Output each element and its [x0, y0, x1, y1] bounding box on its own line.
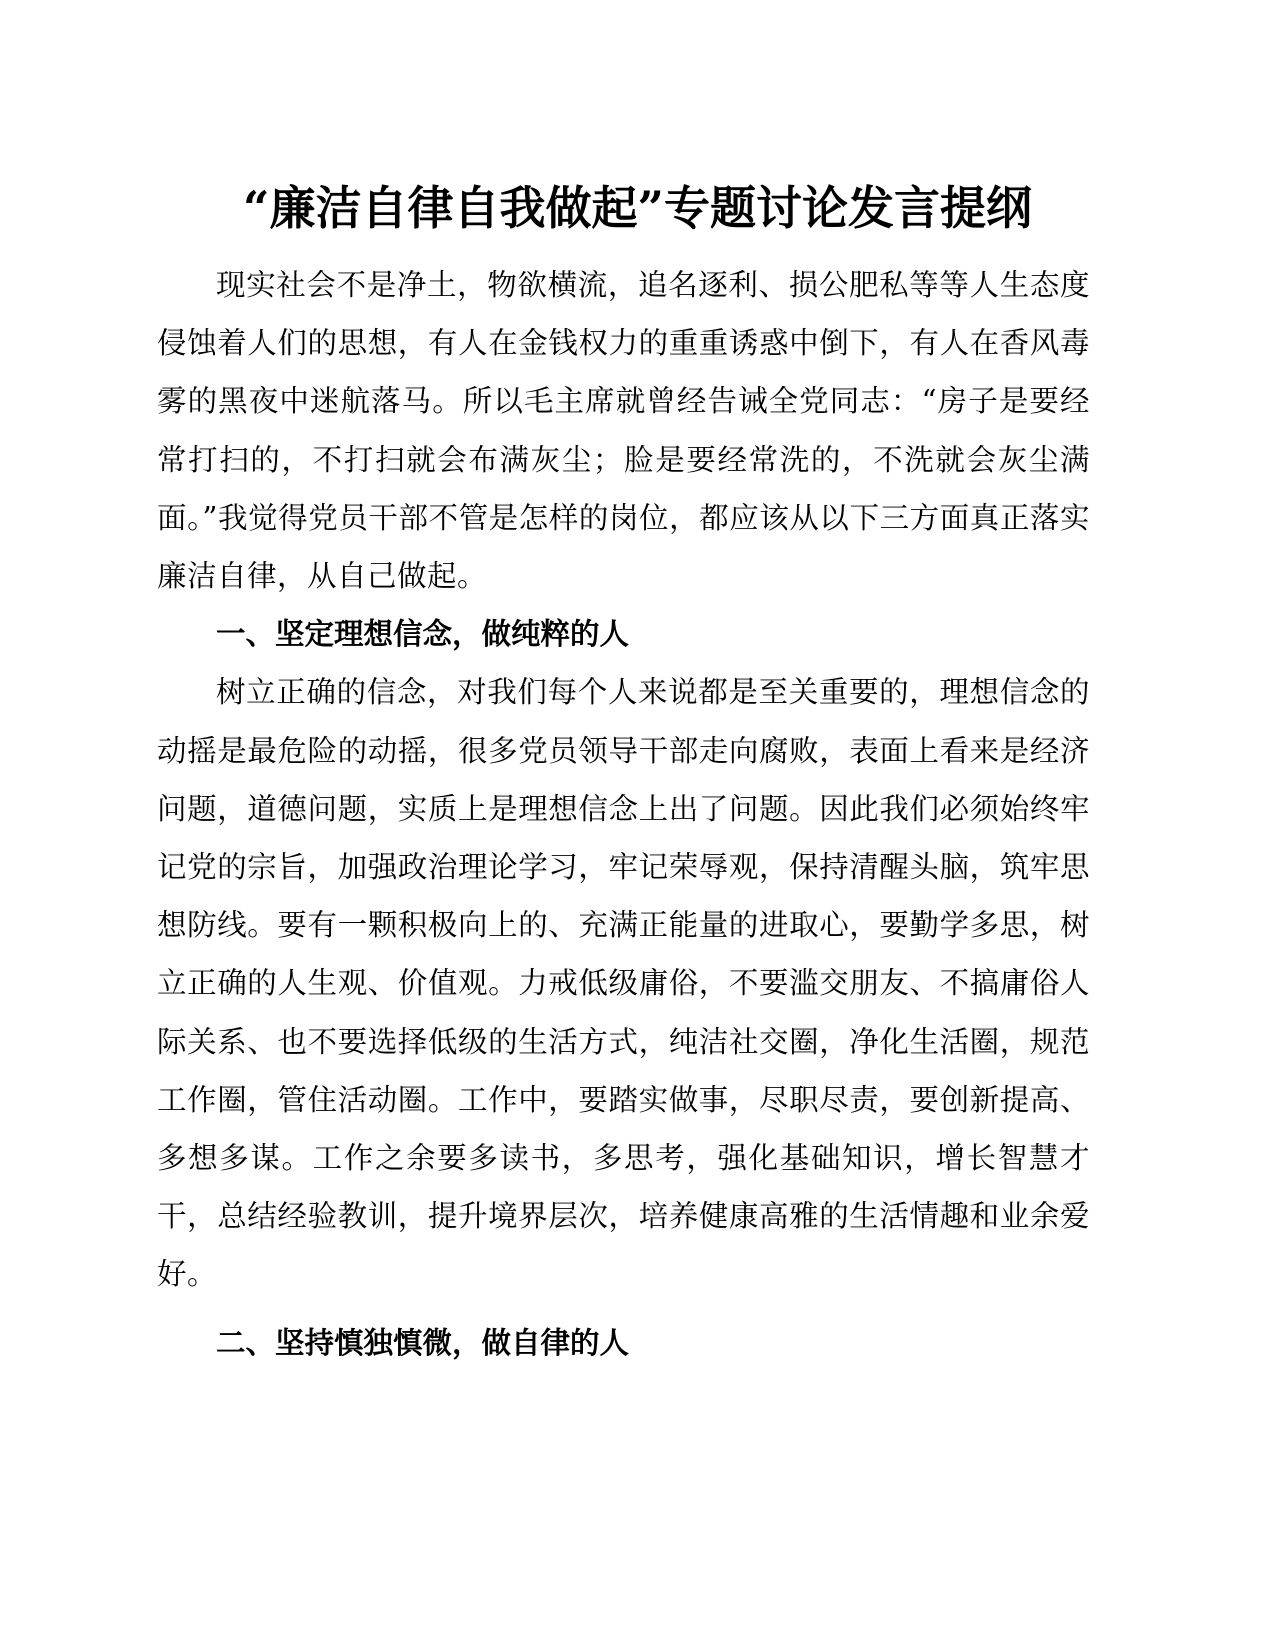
- section-heading-2: 二、坚持慎独慎微，做自律的人: [216, 1325, 630, 1360]
- document-body: [157, 256, 1090, 1372]
- document-title: “廉洁自律自我做起”专题讨论发言提纲: [243, 181, 1032, 235]
- intro-paragraph: 现实社会不是净土，物欲横流，追名逐利、损公肥私等等人生态度侵蚀着人们的思想，有人在金钱权力的重重诱惑中倒下，有人在香风毒雾的黑夜中迷航落马。所以毛主席就曾经告诫全党同志：“房子是要经常打扫的，不打扫就会布满灰尘；脸是要经常洗的，不洗就会灰尘满面。”我觉得党员干部不管是怎样的岗位，都应该从以下三方面真正落实廉洁自律，从自己做起。: [157, 268, 1090, 594]
- section-body-1: 树立正确的信念，对我们每个人来说都是至关重要的，理想信念的动摇是最危险的动摇，很多党员领导干部走向腐败，表面上看来是经济问题，道德问题，实质上是理想信念上出了问题。因此我们必须始终牢记党的宗旨，加强政治理论学习，牢记荣辱观，保持清醒头脑，筑牢思想防线。要有一颗积极向上的、充满正能量的进取心，要勤学多思，树立正确的人生观、价值观。力戒低级庸俗，不要滥交朋友、不搞庸俗人际关系、也不要选择低级的生活方式，纯洁社交圈，净化生活圈，规范工作圈，管住活动圈。工作中，要踏实做事，尽职尽责，要创新提高、多想多谋。工作之余要多读书，多思考，强化基础知识，增长智慧才干，总结经验教训，提升境界层次，培养健康高雅的生活情趣和业余爱好。: [157, 675, 1090, 1292]
- section-heading-1: 一、坚定理想信念，做纯粹的人: [216, 617, 630, 652]
